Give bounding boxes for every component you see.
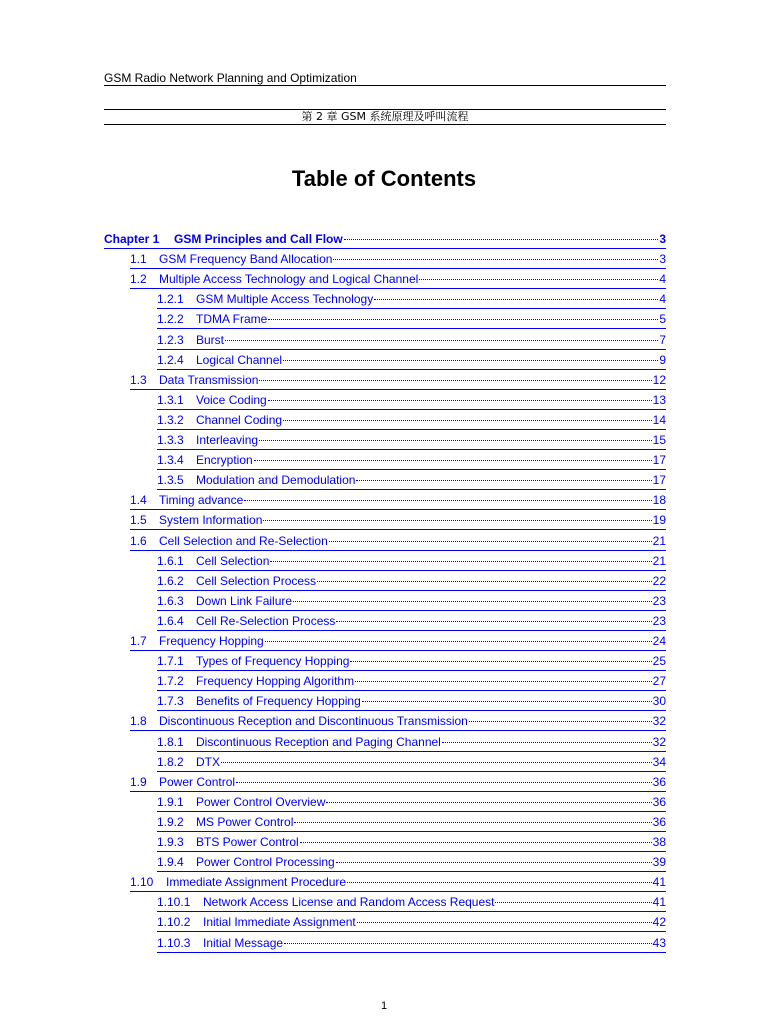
toc-entry[interactable] xyxy=(157,611,666,631)
toc-entry-title: Discontinuous Reception and Paging Channel xyxy=(196,734,441,749)
toc-dot-leader xyxy=(355,671,652,682)
toc-dot-leader xyxy=(357,912,652,923)
toc-entry-page: 34 xyxy=(652,754,666,769)
toc-entry-title: Initial Immediate Assignment xyxy=(203,915,356,930)
toc-dot-leader xyxy=(495,892,651,903)
toc-entry-number: 1.6.3 xyxy=(157,593,184,608)
toc-dot-leader xyxy=(259,370,651,381)
toc-entry[interactable] xyxy=(157,309,666,329)
toc-entry-page: 12 xyxy=(652,372,666,387)
toc-dot-leader xyxy=(336,852,652,863)
toc-entry-title: Benefits of Frequency Hopping xyxy=(196,694,361,709)
toc-entry-page: 32 xyxy=(652,714,666,729)
toc-entry-number: 1.1 xyxy=(130,252,147,267)
toc-dot-leader xyxy=(244,490,651,501)
toc-entry-page: 22 xyxy=(652,573,666,588)
toc-dot-leader xyxy=(263,510,651,521)
toc-entry[interactable] xyxy=(157,832,666,852)
toc-entry-page: 30 xyxy=(652,694,666,709)
toc-entry[interactable] xyxy=(157,912,666,932)
toc-dot-leader xyxy=(268,309,658,320)
toc-entry-number: 1.7 xyxy=(130,634,147,648)
toc-dot-leader xyxy=(347,872,652,883)
toc-entry-page: 36 xyxy=(652,794,666,809)
toc-entry-page: 17 xyxy=(652,473,666,488)
toc-entry-title: Channel Coding xyxy=(196,412,283,427)
toc-entry[interactable] xyxy=(157,470,666,490)
toc-entry[interactable] xyxy=(130,872,666,892)
toc-entry[interactable] xyxy=(157,691,666,711)
toc-dot-leader xyxy=(294,812,651,823)
toc-entry-title: Voice Coding xyxy=(196,392,267,407)
toc-entry-title: Types of Frequency Hopping xyxy=(196,654,350,669)
toc-dot-leader xyxy=(293,591,652,602)
toc-entry-title: Down Link Failure xyxy=(196,593,293,608)
toc-entry[interactable] xyxy=(157,812,666,832)
toc-entry-title: Power Control Overview xyxy=(196,794,326,809)
toc-dot-leader xyxy=(469,711,652,722)
toc-entry-page: 5 xyxy=(659,312,666,327)
toc-entry-page: 19 xyxy=(652,513,666,528)
toc-entry[interactable] xyxy=(157,289,666,309)
toc-dot-leader xyxy=(270,551,651,562)
toc-entry-number: 1.9 xyxy=(130,774,147,789)
toc-entry-number: 1.3.4 xyxy=(157,453,184,468)
toc-entry-title: Network Access License and Random Access Request xyxy=(203,895,495,910)
toc-entry-number: 1.2.3 xyxy=(157,332,184,347)
toc-entry-page: 36 xyxy=(652,774,666,789)
toc-entry-number: 1.7.3 xyxy=(157,694,184,709)
toc-entry[interactable] xyxy=(157,671,666,691)
toc-entry[interactable] xyxy=(130,370,666,390)
toc-dot-leader xyxy=(362,691,652,702)
running-chapter-header: 第 2 章 GSM 系统原理及呼叫流程 xyxy=(301,110,469,123)
toc-entry-number: 1.10.1 xyxy=(157,895,191,910)
toc-dot-leader xyxy=(236,772,652,783)
toc-entry-page: 24 xyxy=(652,634,666,648)
toc-entry-number: 1.10.3 xyxy=(157,935,191,950)
toc-entry-page: 7 xyxy=(659,332,666,347)
toc-dot-leader xyxy=(225,330,658,341)
toc-entry-title: Power Control xyxy=(159,774,236,789)
toc-entry-page: 39 xyxy=(652,855,666,870)
toc-entry-title: Immediate Assignment Procedure xyxy=(166,875,347,890)
toc-entry-page: 27 xyxy=(652,674,666,689)
toc-entry-number: Chapter 1 xyxy=(104,232,160,246)
toc-entry[interactable] xyxy=(130,711,666,731)
toc-dot-leader xyxy=(374,289,658,300)
toc-entry-number: 1.10.2 xyxy=(157,915,191,930)
toc-entry[interactable] xyxy=(130,531,666,551)
toc-entry-title: BTS Power Control xyxy=(196,835,299,849)
toc-entry-number: 1.3 xyxy=(130,372,147,387)
toc-entry[interactable] xyxy=(157,651,666,671)
toc-entry[interactable] xyxy=(157,551,666,571)
toc-entry-title: Data Transmission xyxy=(159,372,259,387)
toc-entry-title: Discontinuous Reception and Discontinuous Transmission xyxy=(159,714,468,729)
toc-entry-page: 4 xyxy=(659,292,666,307)
toc-entry-page: 32 xyxy=(652,734,666,749)
header-rule-bottom xyxy=(104,124,666,125)
toc-entry-number: 1.6.1 xyxy=(157,553,184,568)
toc-entry-title: Timing advance xyxy=(159,493,244,508)
toc-entry-title: DTX xyxy=(196,754,220,769)
toc-entry[interactable] xyxy=(157,390,666,410)
toc-dot-leader xyxy=(283,350,658,361)
toc-entry[interactable] xyxy=(157,933,666,953)
toc-entry-page: 18 xyxy=(652,493,666,508)
toc-entry[interactable] xyxy=(130,772,666,792)
toc-entry-title: Multiple Access Technology and Logical Channel xyxy=(159,272,419,287)
toc-entry[interactable] xyxy=(130,269,666,289)
toc-entry[interactable] xyxy=(157,732,666,752)
toc-entry-title: Frequency Hopping xyxy=(159,634,264,648)
toc-entry-title: Initial Message xyxy=(203,935,284,950)
toc-dot-leader xyxy=(259,430,652,441)
toc-entry-page: 41 xyxy=(652,895,666,910)
toc-dot-leader xyxy=(317,571,652,582)
toc-entry-page: 9 xyxy=(659,352,666,367)
toc-entry-page: 25 xyxy=(652,654,666,669)
toc-dot-leader xyxy=(221,752,652,763)
toc-entry-page: 36 xyxy=(652,814,666,829)
toc-dot-leader xyxy=(329,531,652,542)
toc-entry-number: 1.9.4 xyxy=(157,855,184,870)
toc-entry-number: 1.8.2 xyxy=(157,754,184,769)
toc-entry[interactable] xyxy=(157,852,666,872)
toc-entry-number: 1.9.3 xyxy=(157,835,184,849)
toc-entry[interactable] xyxy=(157,330,666,350)
toc-entry[interactable] xyxy=(157,752,666,772)
toc-entry-number: 1.2 xyxy=(130,272,147,287)
toc-entry-number: 1.3.3 xyxy=(157,433,184,447)
toc-entry-title: Cell Selection and Re-Selection xyxy=(159,533,328,548)
toc-entry-page: 21 xyxy=(652,553,666,568)
toc-entry[interactable] xyxy=(157,892,666,912)
toc-entry-page: 41 xyxy=(652,875,666,890)
toc-entry-number: 1.4 xyxy=(130,493,147,508)
toc-entry-page: 15 xyxy=(652,433,666,447)
toc-dot-leader xyxy=(350,651,651,662)
toc-entry-title: System Information xyxy=(159,513,263,528)
toc-entry-page: 42 xyxy=(652,915,666,930)
toc-entry-title: Encryption xyxy=(196,453,253,468)
toc-entry-number: 1.3.2 xyxy=(157,412,184,427)
toc-entry-number: 1.6 xyxy=(130,533,147,548)
toc-entry-title: GSM Multiple Access Technology xyxy=(196,292,374,307)
toc-entry-number: 1.7.1 xyxy=(157,654,184,669)
toc-entry[interactable] xyxy=(130,490,666,510)
toc-entry-title: TDMA Frame xyxy=(196,312,268,327)
toc-dot-leader xyxy=(344,229,659,240)
toc-entry[interactable] xyxy=(157,450,666,470)
toc-entry-title: Cell Selection xyxy=(196,553,270,568)
toc-entry-title: Burst xyxy=(196,332,225,347)
toc-entry-number: 1.9.1 xyxy=(157,794,184,809)
toc-entry-title: GSM Frequency Band Allocation xyxy=(159,252,333,267)
toc-entry[interactable] xyxy=(130,510,666,530)
toc-entry[interactable] xyxy=(157,430,666,450)
toc-entry-number: 1.9.2 xyxy=(157,814,184,829)
toc-entry[interactable] xyxy=(104,229,666,249)
toc-entry-title: Interleaving xyxy=(196,433,259,447)
toc-entry-page: 13 xyxy=(652,392,666,407)
toc-entry-title: GSM Principles and Call Flow xyxy=(174,232,343,246)
toc-dot-leader xyxy=(442,732,652,743)
toc-dot-leader xyxy=(333,249,658,260)
toc-title: Table of Contents xyxy=(291,166,477,191)
toc-entry[interactable] xyxy=(157,571,666,591)
toc-entry[interactable] xyxy=(157,591,666,611)
toc-entry-number: 1.8 xyxy=(130,714,147,729)
toc-entry[interactable] xyxy=(130,631,666,651)
toc-dot-leader xyxy=(283,410,652,421)
toc-entry-number: 1.10 xyxy=(130,875,154,890)
toc-entry-number: 1.7.2 xyxy=(157,674,184,689)
toc-dot-leader xyxy=(419,269,658,280)
toc-dot-leader xyxy=(268,390,652,401)
toc-dot-leader xyxy=(336,611,651,622)
toc-entry-title: Logical Channel xyxy=(196,352,283,367)
toc-entry-page: 4 xyxy=(659,272,666,287)
toc-entry[interactable] xyxy=(157,792,666,812)
toc-dot-leader xyxy=(284,933,652,944)
toc-entry[interactable] xyxy=(157,410,666,430)
toc-entry-number: 1.3.1 xyxy=(157,392,184,407)
toc-entry-title: Power Control Processing xyxy=(196,855,335,870)
page-number: 1 xyxy=(380,1000,388,1012)
toc-entry-page: 21 xyxy=(652,533,666,548)
toc-entry-title: MS Power Control xyxy=(196,814,294,829)
toc-entry-page: 14 xyxy=(652,412,666,427)
toc-dot-leader xyxy=(356,470,651,481)
toc-dot-leader xyxy=(265,631,652,642)
toc-entry[interactable] xyxy=(130,249,666,269)
toc-entry-title: Modulation and Demodulation xyxy=(196,473,356,488)
toc-entry-title: Cell Re-Selection Process xyxy=(196,613,336,628)
toc-entry-page: 23 xyxy=(652,613,666,628)
toc-entry-page: 3 xyxy=(659,252,666,267)
toc-entry-page: 17 xyxy=(652,453,666,468)
toc-entry-number: 1.8.1 xyxy=(157,734,184,749)
header-rule-top xyxy=(104,85,666,86)
toc-entry-title: Frequency Hopping Algorithm xyxy=(196,674,355,689)
toc-entry-number: 1.2.4 xyxy=(157,352,184,367)
toc-entry-number: 1.6.2 xyxy=(157,573,184,588)
toc-entry-title: Cell Selection Process xyxy=(196,573,317,588)
toc-entry-number: 1.3.5 xyxy=(157,473,184,488)
toc-entry-number: 1.6.4 xyxy=(157,613,184,628)
toc-entry-page: 23 xyxy=(652,593,666,608)
toc-entry[interactable] xyxy=(157,350,666,370)
toc-entry-page: 38 xyxy=(652,835,666,849)
toc-entry-page: 3 xyxy=(659,232,666,246)
toc-dot-leader xyxy=(254,450,652,461)
toc-entry-number: 1.5 xyxy=(130,513,147,528)
toc-dot-leader xyxy=(326,792,651,803)
toc-dot-leader xyxy=(300,832,652,843)
toc-entry-page: 43 xyxy=(652,935,666,950)
toc-entry-number: 1.2.1 xyxy=(157,292,184,307)
running-header-title: GSM Radio Network Planning and Optimization xyxy=(104,71,357,85)
toc-entry-number: 1.2.2 xyxy=(157,312,184,327)
